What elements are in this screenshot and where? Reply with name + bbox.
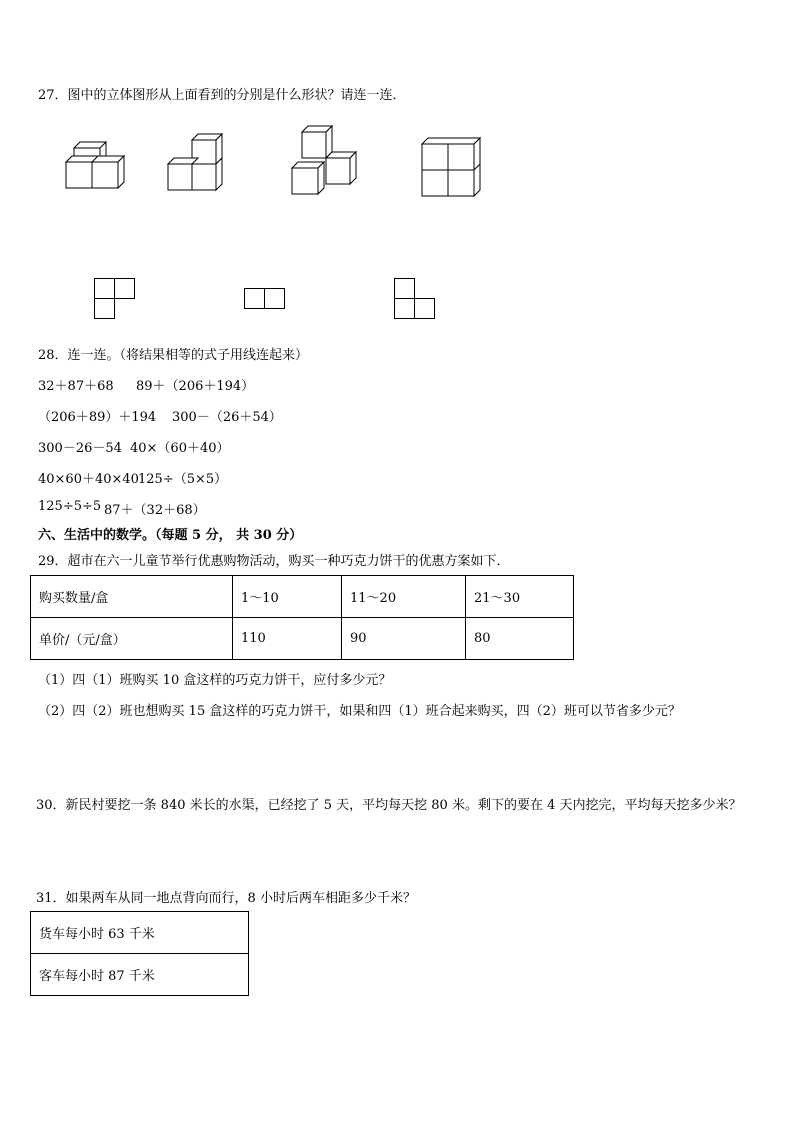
table-cell: 80: [466, 618, 574, 660]
section-heading: 六、生活中的数学。（每题 5 分， 共 30 分）: [38, 528, 303, 543]
top-view-2: [244, 288, 286, 310]
solid-figure-4: [418, 136, 484, 202]
table-cell: 1～10: [233, 576, 342, 618]
q28-left-5: 125÷5÷5: [38, 499, 102, 514]
q31-speed-table: [30, 911, 249, 996]
solid-figure-1: [60, 140, 130, 190]
q28-left-2: （206＋89）＋194: [38, 410, 157, 425]
top-view-3: [394, 278, 436, 320]
table-cell: 货车每小时 63 千米: [31, 912, 249, 954]
table-cell: 11～20: [342, 576, 466, 618]
q27-text: 27．图中的立体图形从上面看到的分别是什么形状？请连一连．: [38, 88, 406, 103]
q28-left-1: 32＋87＋68: [38, 379, 114, 394]
table-cell: 单价/（元/盒）: [31, 618, 233, 660]
table-cell: 21～30: [466, 576, 574, 618]
q28-text: 28．连一连。（将结果相等的式子用线连起来）: [38, 348, 309, 363]
q29-sub2: （2）四（2）班也想购买 15 盒这样的巧克力饼干，如果和四（1）班合起来购买，四（2）班可以节省多少元？: [38, 704, 681, 719]
table-cell: 90: [342, 618, 466, 660]
table-row: [31, 618, 574, 660]
table-cell: 110: [233, 618, 342, 660]
q28-right-2: 300－（26＋54）: [172, 410, 282, 425]
q28-right-5: 87＋（32＋68）: [104, 503, 206, 518]
q28-left-4: 40×60＋40×40: [38, 472, 139, 487]
q29-text: 29．超市在六一儿童节举行优惠购物活动，购买一种巧克力饼干的优惠方案如下．: [38, 554, 510, 569]
solid-figure-3: [290, 124, 364, 196]
q28-right-3: 40×（60＋40）: [130, 441, 230, 456]
table-cell: 购买数量/盒: [31, 576, 233, 618]
q30-text: 30．新民村要挖一条 840 米长的水渠，已经挖了 5 天，平均每天挖 80 米。剩下的要在 4 天内挖完，平均每天挖多少米？: [36, 798, 742, 813]
q28-right-4: 125÷（5×5）: [138, 472, 228, 487]
q29-price-table: [30, 575, 574, 660]
top-view-1: [94, 278, 136, 320]
table-row: [31, 912, 249, 954]
q28-left-3: 300－26－54: [38, 441, 122, 456]
q31-text: 31．如果两车从同一地点背向而行，8 小时后两车相距多少千米？: [36, 891, 416, 906]
q29-sub1: （1）四（1）班购买 10 盒这样的巧克力饼干，应付多少元？: [38, 673, 392, 688]
table-row: [31, 954, 249, 996]
q28-right-1: 89＋（206＋194）: [136, 379, 255, 394]
table-row: [31, 576, 574, 618]
solid-figure-2: [164, 130, 230, 194]
table-cell: 客车每小时 87 千米: [31, 954, 249, 996]
